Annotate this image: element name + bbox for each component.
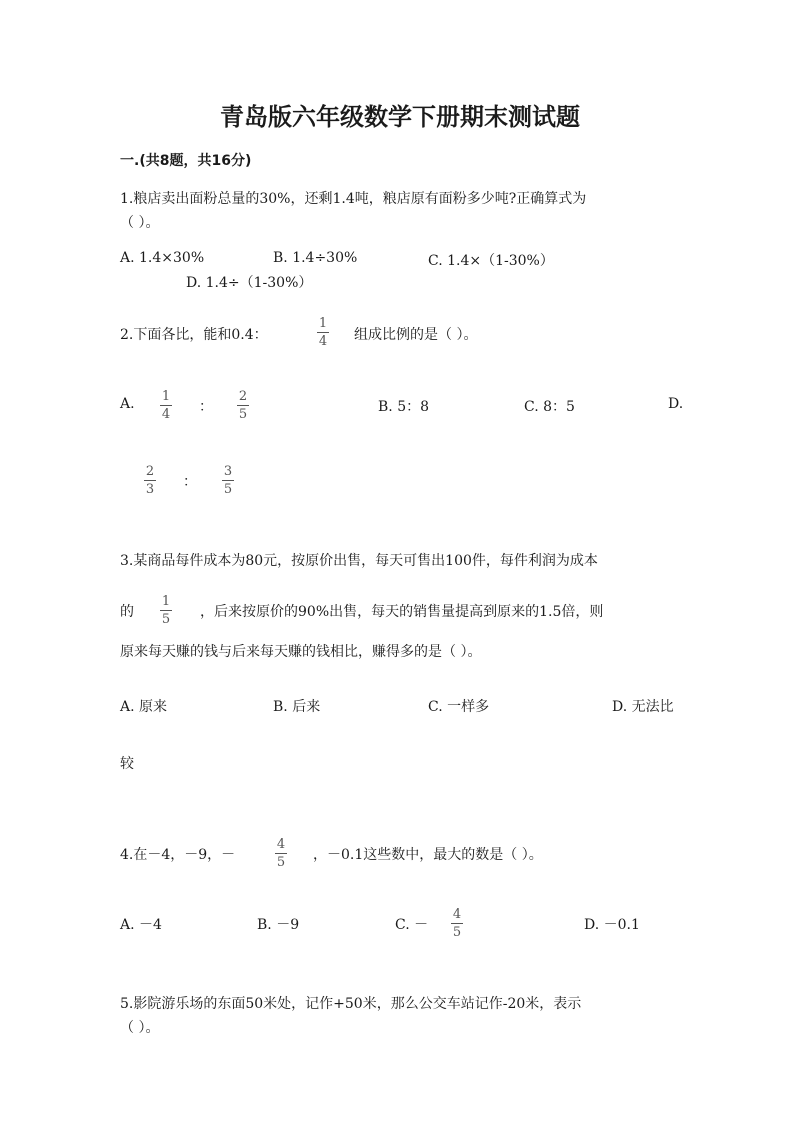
question-4-stem-fraction	[275, 837, 287, 870]
question-2-option-b[interactable]: B. 5：8	[378, 399, 430, 415]
fraction-numerator: 2	[145, 464, 155, 479]
question-1-option-c[interactable]: C. 1.4×（1-30%）	[428, 253, 554, 269]
question-3-fraction	[160, 594, 172, 627]
fraction-numerator: 3	[223, 464, 233, 479]
fraction-denominator: 5	[238, 407, 248, 422]
question-4-option-c-fraction	[451, 907, 463, 940]
question-3-option-b[interactable]: B. 后来	[273, 699, 321, 715]
question-2-option-c[interactable]: C. 8：5	[524, 399, 575, 415]
fraction-bar	[275, 853, 287, 854]
fraction-bar	[144, 480, 156, 481]
question-2-option-d-label[interactable]: D.	[668, 396, 684, 412]
section-heading: 一.(共8题，共16分)	[120, 153, 252, 169]
fraction-denominator: 5	[276, 855, 286, 870]
fraction-denominator: 5	[161, 612, 171, 627]
question-2-option-a-fraction-2	[237, 389, 249, 422]
fraction-bar	[222, 480, 234, 481]
question-2-stem-start: 2.下面各比，能和0.4：	[120, 327, 268, 343]
fraction-bar	[451, 923, 463, 924]
question-4-stem-end: ，－0.1这些数中，最大的数是（ ）。	[313, 847, 543, 863]
question-3-option-a[interactable]: A. 原来	[120, 699, 168, 715]
fraction-numerator: 4	[276, 837, 286, 852]
fraction-bar	[317, 332, 329, 333]
question-4-option-d[interactable]: D. －0.1	[584, 917, 640, 933]
question-4-option-c-label[interactable]: C. －	[395, 917, 429, 933]
question-5-stem: 5.影院游乐场的东面50米处，记作+50米，那么公交车站记作-20米，表示	[120, 996, 582, 1012]
question-2-option-d-fraction-2	[222, 464, 234, 497]
question-5-blank: （ ）。	[120, 1020, 160, 1036]
question-4-option-b[interactable]: B. －9	[257, 917, 300, 933]
question-4-stem-start: 4.在－4，－9，－	[120, 847, 236, 863]
question-2-stem-end: 组成比例的是（ ）。	[354, 327, 478, 343]
question-1-option-a[interactable]: A. 1.4×30%	[120, 250, 205, 266]
question-2-option-a-fraction-1	[160, 389, 172, 422]
fraction-bar	[237, 405, 249, 406]
question-1-stem: 1.粮店卖出面粉总量的30%，还剩1.4吨，粮店原有面粉多少吨?正确算式为	[120, 191, 587, 207]
question-2-option-a-colon: ：	[199, 399, 213, 415]
fraction-denominator: 5	[223, 482, 233, 497]
fraction-numerator: 2	[238, 389, 248, 404]
page-title: 青岛版六年级数学下册期末测试题	[220, 103, 580, 131]
fraction-numerator: 1	[318, 316, 328, 331]
fraction-bar	[160, 405, 172, 406]
question-1-option-b[interactable]: B. 1.4÷30%	[273, 250, 358, 266]
fraction-denominator: 5	[452, 925, 462, 940]
question-3-line-3: 原来每天赚的钱与后来每天赚的钱相比，赚得多的是（ ）。	[120, 644, 482, 660]
question-1-option-d[interactable]: D. 1.4÷（1-30%）	[186, 275, 313, 291]
question-2-option-d-colon: ：	[183, 474, 197, 490]
question-3-option-c[interactable]: C. 一样多	[428, 699, 490, 715]
question-3-option-d[interactable]: D. 无法比	[612, 699, 674, 715]
question-3-line-1: 3.某商品每件成本为80元，按原价出售，每天可售出100件，每件利润为成本	[120, 553, 598, 569]
fraction-numerator: 1	[161, 594, 171, 609]
question-1-blank: （ ）。	[120, 215, 160, 231]
question-3-option-d-continued: 较	[120, 756, 134, 772]
fraction-denominator: 4	[318, 334, 328, 349]
question-3-line-2-start: 的	[120, 604, 134, 620]
fraction-numerator: 1	[161, 389, 171, 404]
question-2-option-d-fraction-1	[144, 464, 156, 497]
fraction-numerator: 4	[452, 907, 462, 922]
question-3-line-2-end: ，后来按原价的90%出售，每天的销售量提高到原来的1.5倍，则	[200, 604, 604, 620]
question-2-option-a-label[interactable]: A.	[120, 396, 135, 412]
fraction-denominator: 3	[145, 482, 155, 497]
question-4-option-a[interactable]: A. －4	[120, 917, 162, 933]
question-2-stem-fraction	[317, 316, 329, 349]
fraction-denominator: 4	[161, 407, 171, 422]
fraction-bar	[160, 610, 172, 611]
